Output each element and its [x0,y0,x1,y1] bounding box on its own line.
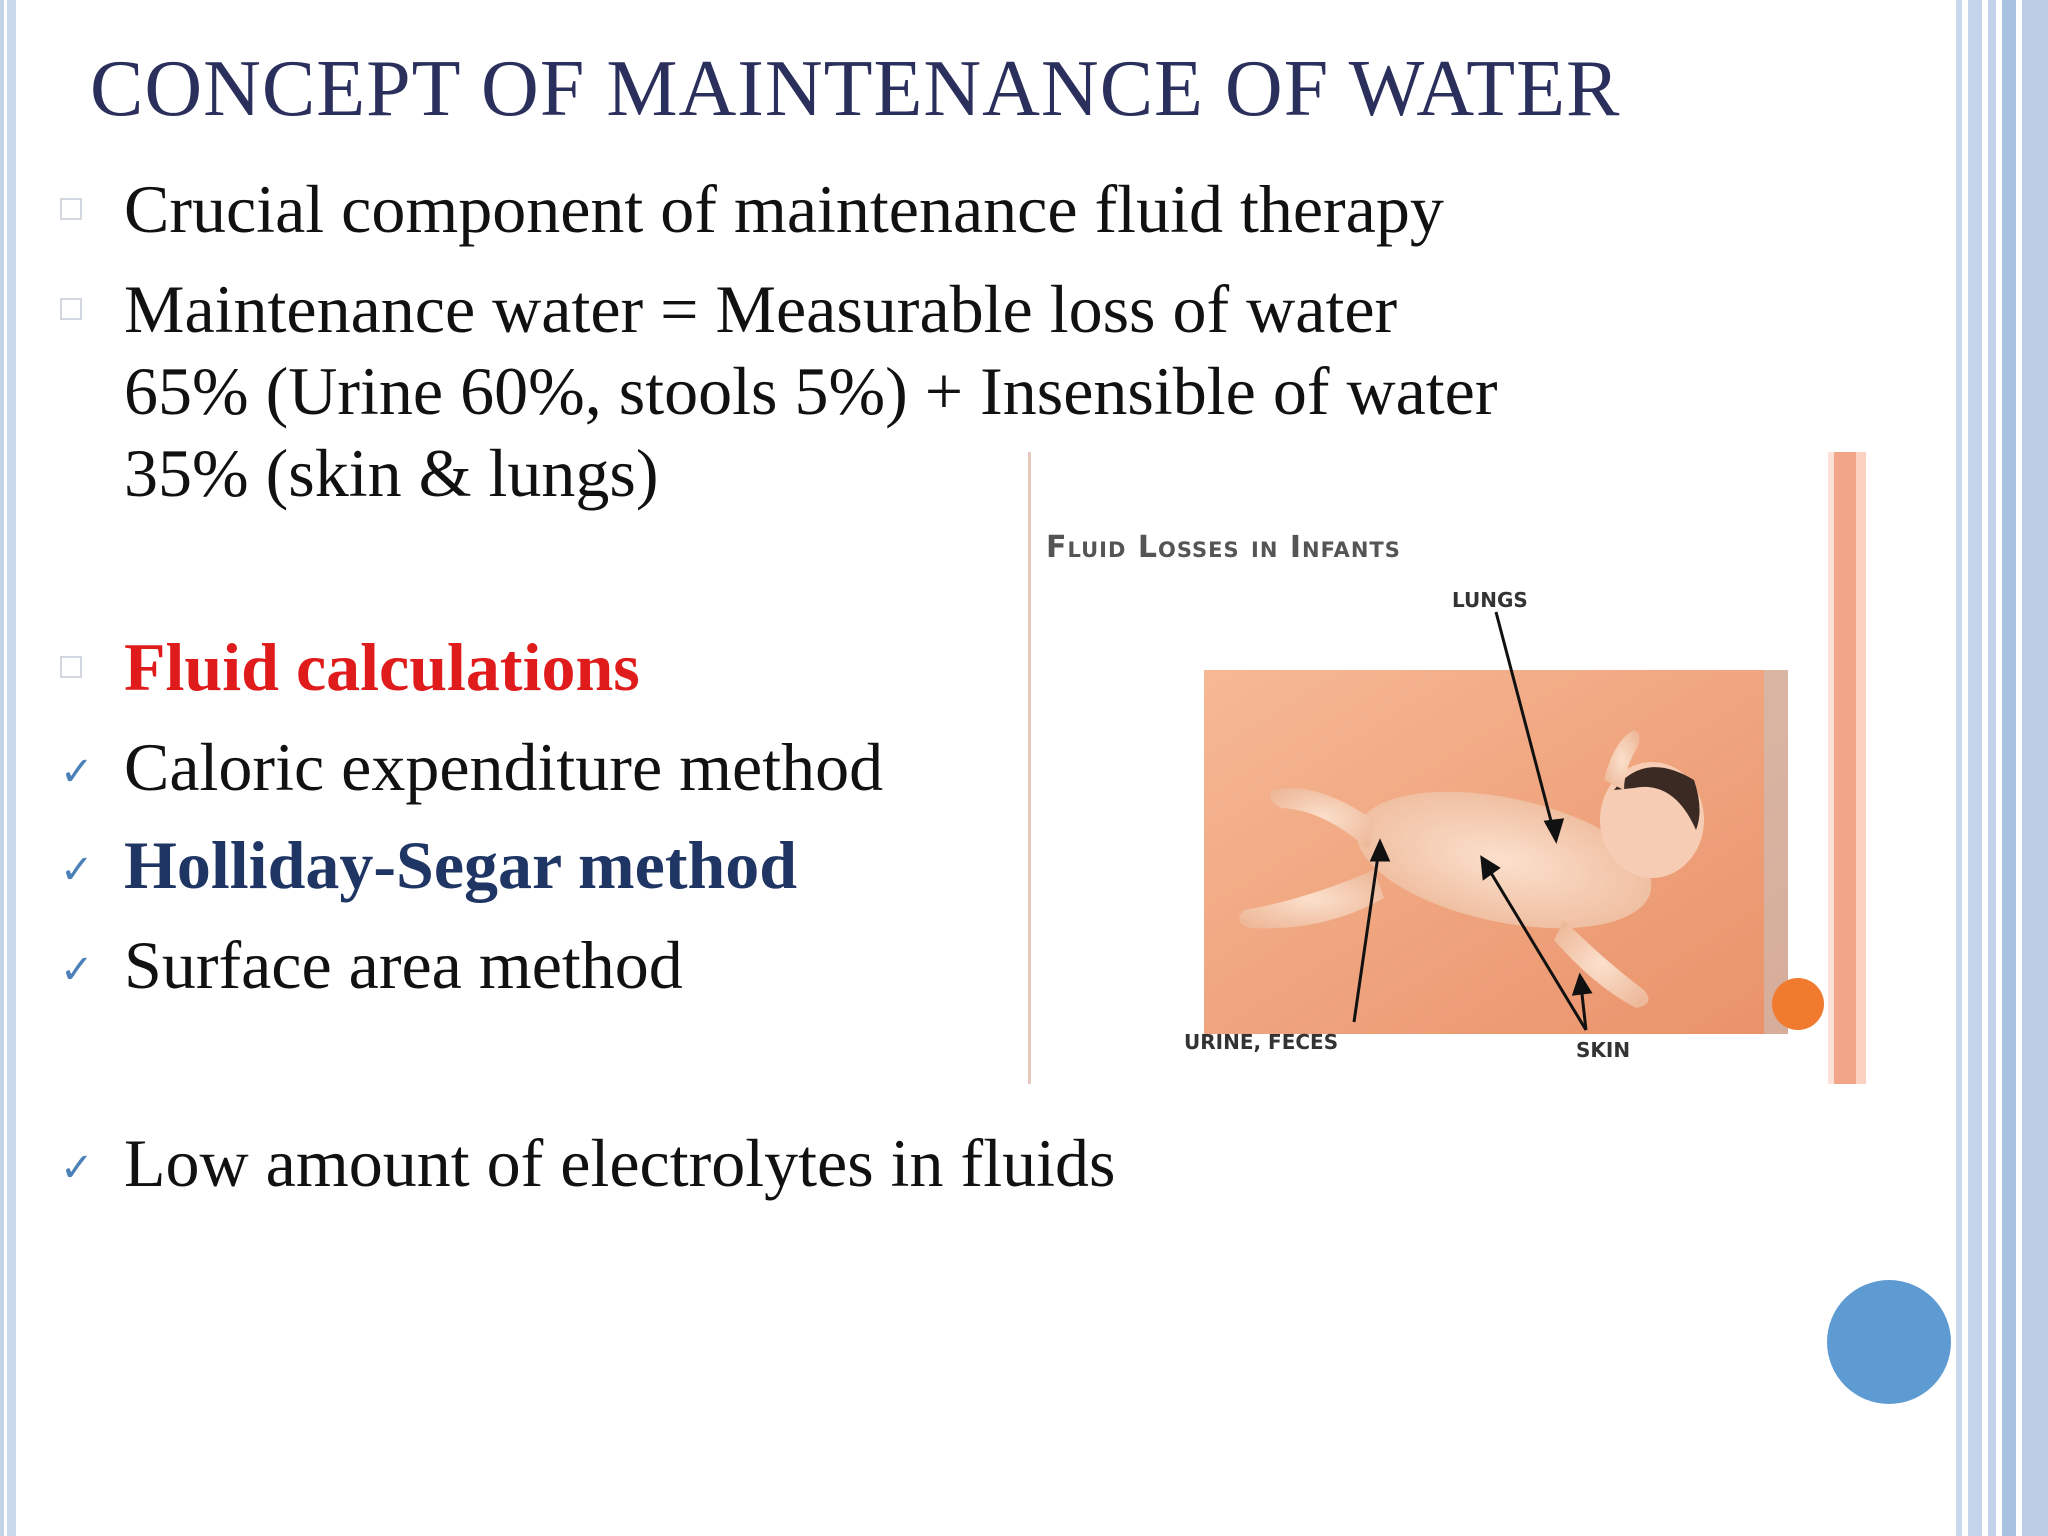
check-item [60,1122,1115,1204]
square-bullet-icon [60,298,82,320]
check-item [60,726,883,808]
check-item [60,924,683,1006]
bullet-text: Low amount of electrolytes in fluids [124,1125,1116,1201]
fluid-losses-figure [1028,452,1866,1084]
square-bullet-icon [60,656,82,678]
bullet-item [60,168,1444,250]
slide-frame-left [0,0,16,1536]
bullet-text: Caloric expenditure method [124,729,884,805]
checkmark-icon: ✓ [60,847,94,893]
bullet-text: Surface area method [124,927,683,1003]
slide-frame-right [1956,0,2048,1536]
bullet-text-heading: Fluid calculations [124,629,640,705]
label-lungs: LUNGS [1452,588,1528,612]
figure-title: Fluid Losses in Infants [1046,530,1401,565]
bullet-item [60,626,640,708]
bullet-text-line: Maintenance water = Measurable loss of water [124,271,1398,347]
callout-arrows [1028,452,1866,1084]
bullet-text-highlight: Holliday-Segar method [124,827,798,903]
blue-accent-circle [1827,1280,1951,1404]
label-skin: SKIN [1576,1038,1631,1062]
orange-accent-circle [1772,978,1824,1030]
bullet-text-line: 35% (skin & lungs) [124,435,659,511]
label-urine-feces: URINE, FECES [1184,1030,1339,1054]
bullet-text-line: 65% (Urine 60%, stools 5%) + Insensible of water [124,353,1498,429]
checkmark-icon: ✓ [60,1145,94,1191]
square-bullet-icon [60,198,82,220]
bullet-text: Crucial component of maintenance fluid therapy [124,171,1444,247]
check-item [60,824,797,906]
checkmark-icon: ✓ [60,749,94,795]
checkmark-icon: ✓ [60,947,94,993]
slide-title: CONCEPT OF MAINTENANCE OF WATER [90,45,1621,133]
